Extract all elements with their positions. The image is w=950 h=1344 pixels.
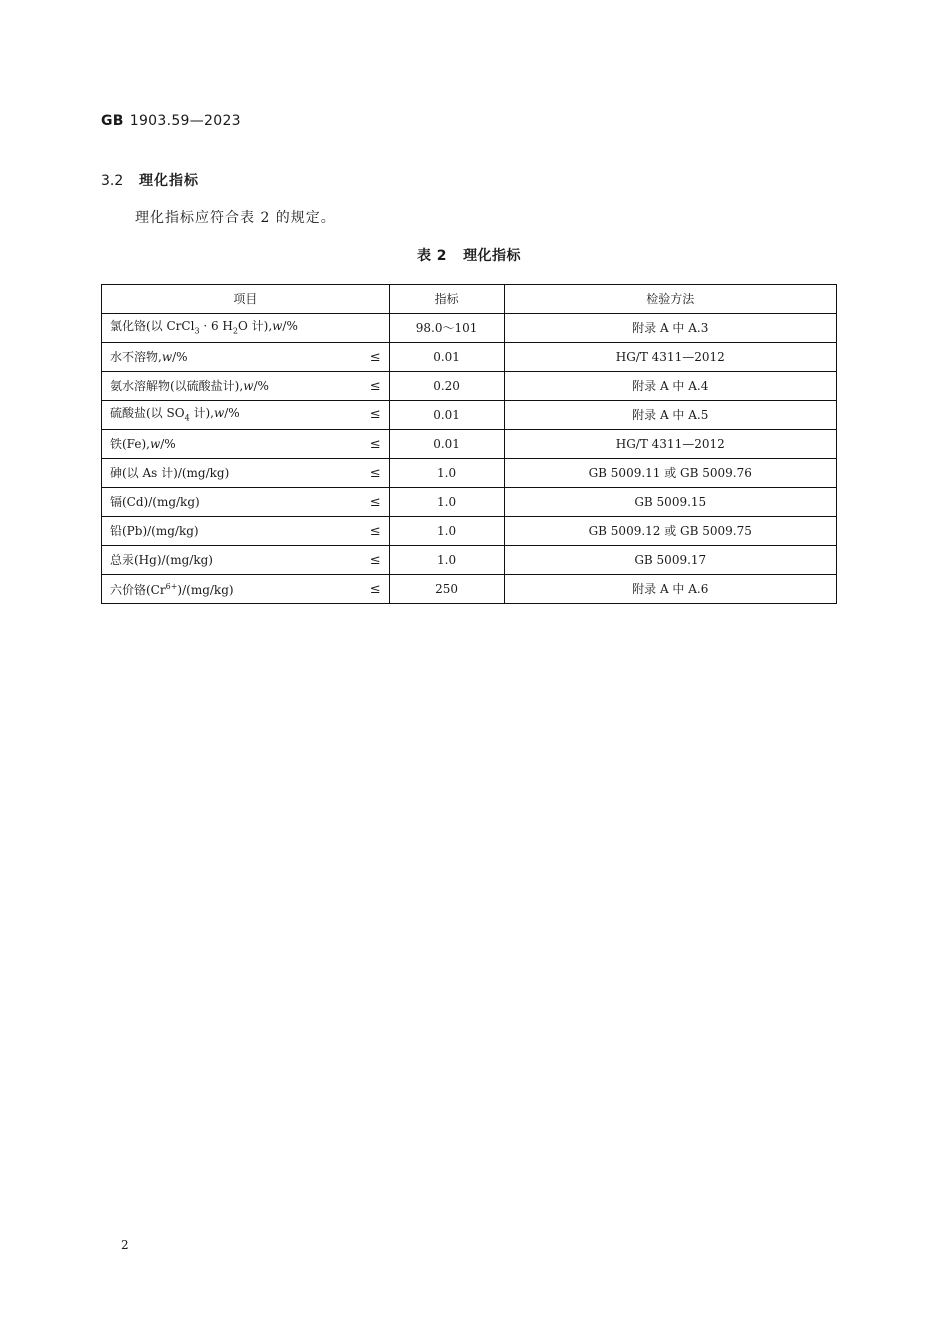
table-caption-label: 表 2 (416, 248, 448, 264)
item-label (110, 554, 213, 566)
item-unit: /% (282, 319, 298, 334)
item-variable: w (161, 350, 173, 364)
test-method-cell: GB 5009.17 (504, 546, 837, 575)
table-row (102, 575, 837, 604)
item-subscript: 3 (194, 326, 200, 336)
item-cell (102, 488, 390, 517)
item-cell (102, 343, 390, 372)
table-header-row (102, 285, 837, 314)
index-value-cell: 0.01 (389, 401, 504, 430)
test-method-cell: GB 5009.15 (504, 488, 837, 517)
table-caption-title: 理化指标 (463, 248, 522, 264)
table-row (102, 546, 837, 575)
table-row (102, 430, 837, 459)
item-text: 总汞(Hg)/(mg/kg) (110, 553, 213, 567)
item-text: 砷(以 As 计)/(mg/kg) (110, 466, 230, 480)
table-row (102, 517, 837, 546)
le-symbol: ≤ (369, 581, 381, 597)
column-header-index: 指标 (389, 285, 504, 314)
table-row (102, 372, 837, 401)
standard-prefix: GB (101, 113, 124, 129)
item-text: 计), (189, 406, 214, 421)
index-value-cell: 1.0 (389, 546, 504, 575)
item-unit: /% (160, 437, 176, 451)
test-method-cell: 附录 A 中 A.4 (504, 372, 837, 401)
item-text: 氨水溶解物(以硫酸盐计), (110, 379, 244, 393)
section-paragraph: 理化指标应符合表 2 的规定。 (135, 210, 336, 226)
item-text: 铅(Pb)/(mg/kg) (110, 524, 199, 538)
item-label (110, 438, 176, 450)
le-symbol: ≤ (369, 407, 381, 423)
item-subscript: 2 (232, 326, 238, 336)
index-value-cell: 1.0 (389, 517, 504, 546)
column-header-method: 检验方法 (504, 285, 837, 314)
test-method-cell: 附录 A 中 A.6 (504, 575, 837, 604)
index-value-cell: 98.0～101 (389, 314, 504, 343)
item-label (110, 525, 199, 537)
index-value-cell: 0.01 (389, 343, 504, 372)
item-cell (102, 372, 390, 401)
item-unit: /% (253, 379, 269, 393)
item-cell (102, 401, 390, 430)
index-value-cell: 1.0 (389, 459, 504, 488)
test-method-cell: 附录 A 中 A.5 (504, 401, 837, 430)
section-heading (101, 170, 199, 190)
le-symbol: ≤ (369, 494, 381, 510)
item-text: 六价铬(Cr (110, 582, 166, 597)
table-row (102, 488, 837, 517)
table-caption (0, 245, 938, 265)
table-row (102, 401, 837, 430)
column-header-item: 项目 (102, 285, 390, 314)
standard-code (101, 113, 241, 129)
item-cell (102, 517, 390, 546)
test-method-cell: GB 5009.12 或 GB 5009.75 (504, 517, 837, 546)
le-symbol: ≤ (369, 523, 381, 539)
item-text: )/(mg/kg) (177, 582, 234, 597)
le-symbol: ≤ (369, 378, 381, 394)
item-cell (102, 459, 390, 488)
index-value-cell: 0.20 (389, 372, 504, 401)
section-number: 3.2 (101, 173, 124, 189)
item-text: 硫酸盐(以 SO (110, 406, 185, 421)
item-variable: w (272, 319, 283, 334)
test-method-cell: 附录 A 中 A.3 (504, 314, 837, 343)
le-symbol: ≤ (369, 349, 381, 365)
item-text: · 6 H (199, 319, 233, 334)
item-cell (102, 430, 390, 459)
item-subscript: 4 (184, 413, 190, 423)
le-symbol: ≤ (369, 552, 381, 568)
item-cell (102, 314, 390, 343)
item-label (110, 380, 269, 392)
item-text: 镉(Cd)/(mg/kg) (110, 495, 200, 509)
page-number: 2 (121, 1238, 129, 1252)
item-variable: w (243, 379, 254, 393)
index-value-cell: 1.0 (389, 488, 504, 517)
section-title: 理化指标 (139, 173, 199, 189)
item-label (110, 583, 234, 596)
item-variable: w (149, 437, 161, 451)
table-row (102, 459, 837, 488)
item-label (110, 407, 240, 422)
le-symbol: ≤ (369, 465, 381, 481)
item-label (110, 320, 298, 335)
item-text: 氯化铬(以 CrCl (110, 319, 195, 334)
item-text: O 计), (237, 319, 273, 334)
item-unit: /% (172, 350, 188, 364)
item-cell (102, 546, 390, 575)
index-value-cell: 250 (389, 575, 504, 604)
test-method-cell: HG/T 4311—2012 (504, 343, 837, 372)
test-method-cell: HG/T 4311—2012 (504, 430, 837, 459)
table-row (102, 343, 837, 372)
item-unit: /% (224, 406, 240, 421)
index-value-cell: 0.01 (389, 430, 504, 459)
le-symbol: ≤ (369, 436, 381, 452)
item-label (110, 467, 229, 479)
item-label (110, 496, 200, 508)
item-cell (102, 575, 390, 604)
item-superscript: 6+ (165, 581, 178, 591)
table-row (102, 314, 837, 343)
spec-table (101, 284, 837, 604)
test-method-cell: GB 5009.11 或 GB 5009.76 (504, 459, 837, 488)
item-variable: w (213, 406, 225, 421)
item-text: 水不溶物, (110, 350, 162, 364)
standard-number: 1903.59—2023 (129, 113, 241, 129)
item-label (110, 351, 188, 363)
item-text: 铁(Fe), (110, 437, 150, 451)
